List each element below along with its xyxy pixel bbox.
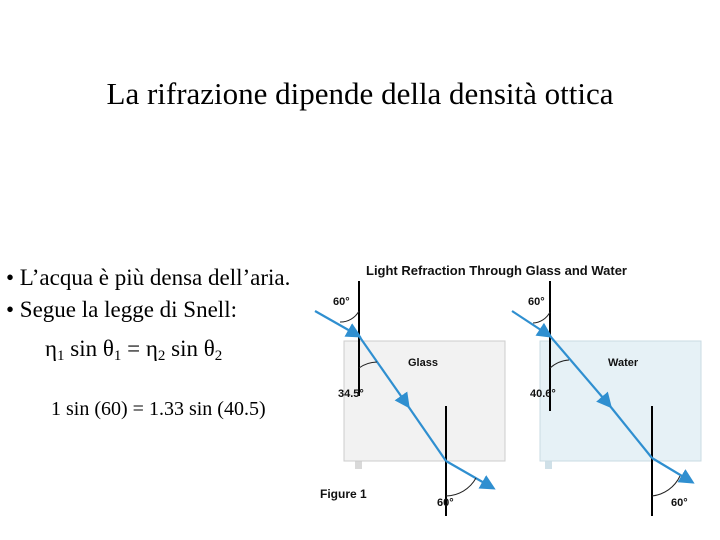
sin-text: sin	[165, 336, 204, 361]
equals-sign: =	[121, 336, 146, 361]
angle-label: 60°	[528, 296, 545, 308]
subscript: 1	[57, 348, 65, 364]
angle-arc	[533, 312, 550, 323]
angle-label: 60°	[671, 497, 688, 509]
eta-symbol: η	[145, 336, 158, 361]
angle-arc	[340, 311, 359, 322]
theta-symbol: θ	[203, 336, 215, 361]
incident-ray	[315, 311, 359, 336]
exit-ray	[446, 461, 493, 488]
angle-label: 34.5°	[338, 388, 364, 400]
angle-label: 60°	[333, 296, 350, 308]
subscript: 2	[157, 348, 166, 364]
subscript: 2	[214, 348, 223, 364]
subscript: 1	[113, 348, 122, 364]
incident-ray	[512, 311, 550, 336]
angle-label: 40.6°	[530, 388, 556, 400]
slide-title: La rifrazione dipende della densità ottica	[106, 76, 614, 111]
refraction-figure	[300, 256, 720, 540]
theta-symbol: θ	[102, 336, 114, 361]
figure-caption: Figure 1	[320, 487, 367, 501]
material-label: Glass	[408, 357, 438, 369]
figure-heading: Light Refraction Through Glass and Water	[366, 263, 627, 278]
bullet-item: • Segue la legge di Snell:	[6, 297, 237, 322]
snell-formula	[45, 336, 222, 365]
water-panel	[512, 281, 701, 516]
material-label: Water	[608, 357, 639, 369]
angle-arc	[446, 478, 476, 496]
sin-text: sin	[64, 336, 103, 361]
refraction-diagram	[300, 256, 720, 540]
bullet-list	[6, 262, 290, 326]
angle-arc	[652, 476, 680, 496]
numeric-example: 1 sin (60) = 1.33 sin (40.5)	[51, 398, 266, 420]
exit-ray	[652, 458, 692, 482]
bullet-item: • L’acqua è più densa dell’aria.	[6, 265, 291, 290]
eta-symbol: η	[45, 336, 58, 361]
glass-panel	[315, 281, 505, 516]
angle-label: 60°	[437, 497, 454, 509]
